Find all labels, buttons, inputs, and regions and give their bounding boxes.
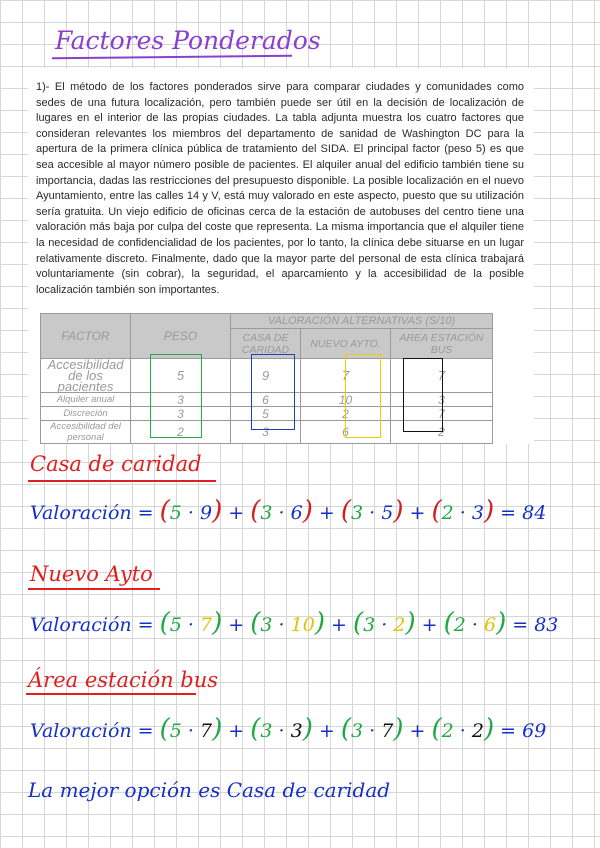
area-cell: 7	[391, 407, 493, 421]
peso-cell: 3	[131, 393, 231, 407]
nuevo-cell: 10	[301, 393, 391, 407]
nuevo-cell: 6	[301, 421, 391, 444]
factor-cell: Accesibilidad de los pacientes	[41, 359, 131, 393]
peso-cell: 2	[131, 421, 231, 444]
header-casa-caridad: CASA DE CARIDAD	[231, 329, 301, 359]
casa-cell: 6	[231, 393, 301, 407]
area-cell: 7	[391, 359, 493, 393]
heading-underline	[28, 588, 160, 590]
area-highlight-box	[403, 358, 443, 432]
casa-highlight-box	[251, 354, 295, 430]
header-valoracion: VALORACIÓN ALTERNATIVAS (S/10)	[231, 314, 493, 329]
peso-cell: 5	[131, 359, 231, 393]
factor-cell: Discreción	[41, 407, 131, 421]
peso-cell: 3	[131, 407, 231, 421]
nuevo-cell: 2	[301, 407, 391, 421]
casa-cell: 5	[231, 407, 301, 421]
calc-label: Valoración	[30, 502, 132, 524]
page-title: Factores Ponderados	[55, 26, 321, 55]
calc-area-estacion-bus: Valoración = (5 · 7) + (3 · 3) + (3 · 7) + (2 · 2) = 69	[30, 714, 547, 744]
heading-nuevo-ayto: Nuevo Ayto	[30, 562, 153, 586]
area-cell: 2	[391, 421, 493, 444]
heading-underline	[28, 480, 216, 482]
area-cell: 3	[391, 393, 493, 407]
problem-statement: 1)- El método de los factores ponderados sirve para comparar ciudades y comunidades como sedes de una futura localización, pero también puede ser útil en la decisión de localización de lugares en el interior de las propias ciudades. La tabla adjunta muestra los cuatro factores que consideran relevantes los miembros del departamento de sanidad de Washington DC para la apertura de la primera clínica pública de tratamiento del SIDA. El principal factor (peso 5) es que sea accesible al mayor número posible de pacientes. El alquiler anual del edificio también tiene su importancia, dadas las restricciones del presupuesto disponible. La posible localización en el nuevo Ayuntamiento, entre las calles 14 y V, está muy valorado en este aspecto, puesto que su utilización sería gratuita. Un viejo edificio de oficinas cerca de la estación de autobuses del centro tiene una valoración más baja por culpa del coste que representa. La misma importancia que el alquiler tiene la necesidad de confidencialidad de los pacientes, por lo tanto, la clínica debe situarse en un lugar relativamente discreto. Finalmente, dado que la mayor parte del personal de esta clínica trabajará voluntariamente (sin cobrar), la seguridad, el aparcamiento y la accesibilidad de la posible localización también son importantes.	[36, 81, 524, 296]
heading-area-estacion-bus: Área estación bus	[28, 668, 219, 692]
heading-underline	[26, 693, 196, 695]
casa-cell: 3	[231, 421, 301, 444]
heading-casa-caridad: Casa de caridad	[30, 452, 202, 476]
calc-label: Valoración	[30, 720, 132, 742]
calc-result: 84	[522, 502, 547, 524]
factor-cell: Alquiler anual	[41, 393, 131, 407]
conclusion: La mejor opción es Casa de caridad	[28, 778, 391, 802]
nuevo-cell: 7	[301, 359, 391, 393]
header-area-estacion: AREA ESTACIÓN BUS	[391, 329, 493, 359]
calc-result: 69	[522, 720, 547, 742]
casa-cell: 9	[231, 359, 301, 393]
nuevo-highlight-box	[345, 354, 381, 438]
factor-cell: Accesibilidad del personal	[41, 421, 131, 444]
calc-nuevo-ayto: Valoración = (5 · 7) + (3 · 10) + (3 · 2) + (2 · 6) = 83	[30, 608, 559, 638]
peso-highlight-box	[150, 354, 202, 438]
header-factor: FACTOR	[41, 314, 131, 359]
header-nuevo-ayto: NUEVO AYTO.	[301, 329, 391, 359]
title-underline	[52, 55, 292, 60]
calc-result: 83	[534, 614, 559, 636]
calc-casa-caridad: Valoración = (5 · 9) + (3 · 6) + (3 · 5) + (2 · 3) = 84	[30, 496, 547, 526]
calc-label: Valoración	[30, 614, 132, 636]
header-peso: PESO	[131, 314, 231, 359]
